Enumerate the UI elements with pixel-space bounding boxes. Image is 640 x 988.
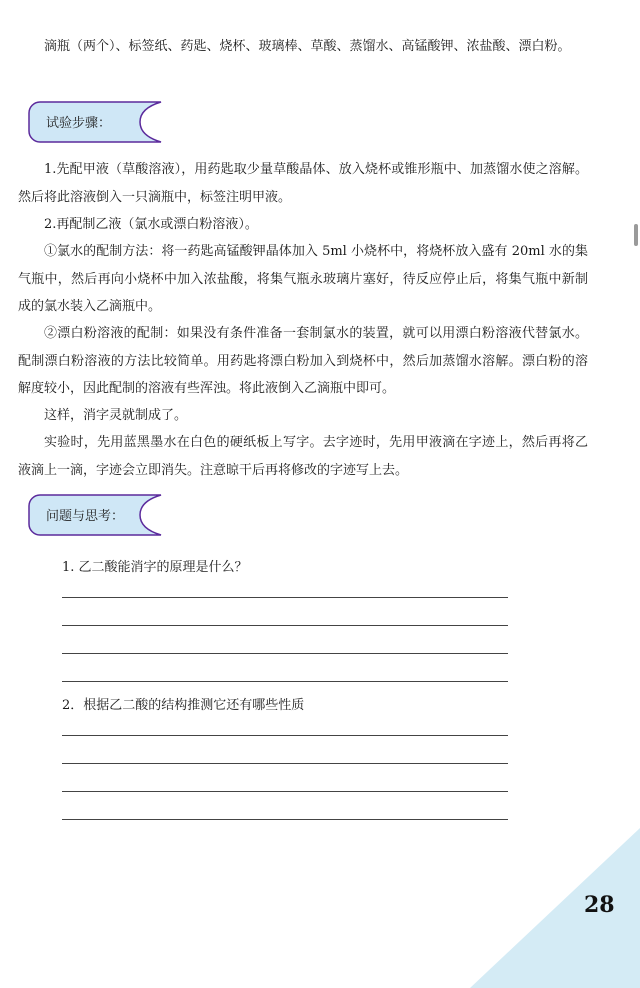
page-number: 28: [584, 892, 615, 918]
answer-line: [62, 681, 508, 682]
step-2-paragraph: 2.再配制乙液（氯水或漂白粉溶液）。: [44, 217, 258, 232]
steps-section-banner: [28, 101, 160, 141]
scrollbar-thumb[interactable]: [634, 224, 638, 246]
answer-line: [62, 819, 508, 820]
experiment-paragraph: 实验时，先用蓝黑墨水在白色的硬纸板上写字。去字迹时，先用甲液滴在字迹上，然后再将乙液滴上一滴，字迹会立即消失。注意晾干后再将修改的字迹写上去。: [18, 435, 588, 478]
answer-line: [62, 653, 508, 654]
chlorine-water-paragraph: ①氯水的配制方法：将一药匙高锰酸钾晶体加入 5ml 小烧杯中，将烧杯放入盛有 20ml 水的集气瓶中，然后再向小烧杯中加入浓盐酸，将集气瓶永玻璃片塞好，待反应停止后，将集气瓶中新制成的氯水装入乙滴瓶中。: [18, 244, 588, 314]
answer-line: [62, 791, 508, 792]
question-2: 2．根据乙二酸的结构推测它还有哪些性质: [62, 698, 305, 713]
question-1: 1. 乙二酸能消字的原理是什么？: [62, 560, 248, 575]
step-1-paragraph: 1.先配甲液（草酸溶液），用药匙取少量草酸晶体、放入烧杯或锥形瓶中、加蒸馏水使之溶解。然后将此溶液倒入一只滴瓶中，标签注明甲液。: [18, 162, 588, 205]
bleach-solution-paragraph: ②漂白粉溶液的配制：如果没有条件准备一套制氯水的装置，就可以用漂白粉溶液代替氯水。配制漂白粉溶液的方法比较简单。用药匙将漂白粉加入到烧杯中，然后加蒸馏水溶解。漂白粉的溶解度较小，因此配制的溶液有些浑浊。将此液倒入乙滴瓶中即可。: [18, 326, 588, 396]
result-paragraph: 这样，消字灵就制成了。: [44, 408, 188, 423]
steps-section-title: 试验步骤：: [46, 116, 112, 131]
answer-line: [62, 625, 508, 626]
questions-section-title: 问题与思考：: [46, 509, 125, 524]
materials-paragraph: 滴瓶（两个）、标签纸、药匙、烧杯、玻璃棒、草酸、蒸馏水、高锰酸钾、浓盐酸、漂白粉。: [44, 39, 571, 54]
questions-section-banner: [28, 494, 160, 534]
answer-line: [62, 597, 508, 598]
answer-line: [62, 735, 508, 736]
answer-line: [62, 763, 508, 764]
